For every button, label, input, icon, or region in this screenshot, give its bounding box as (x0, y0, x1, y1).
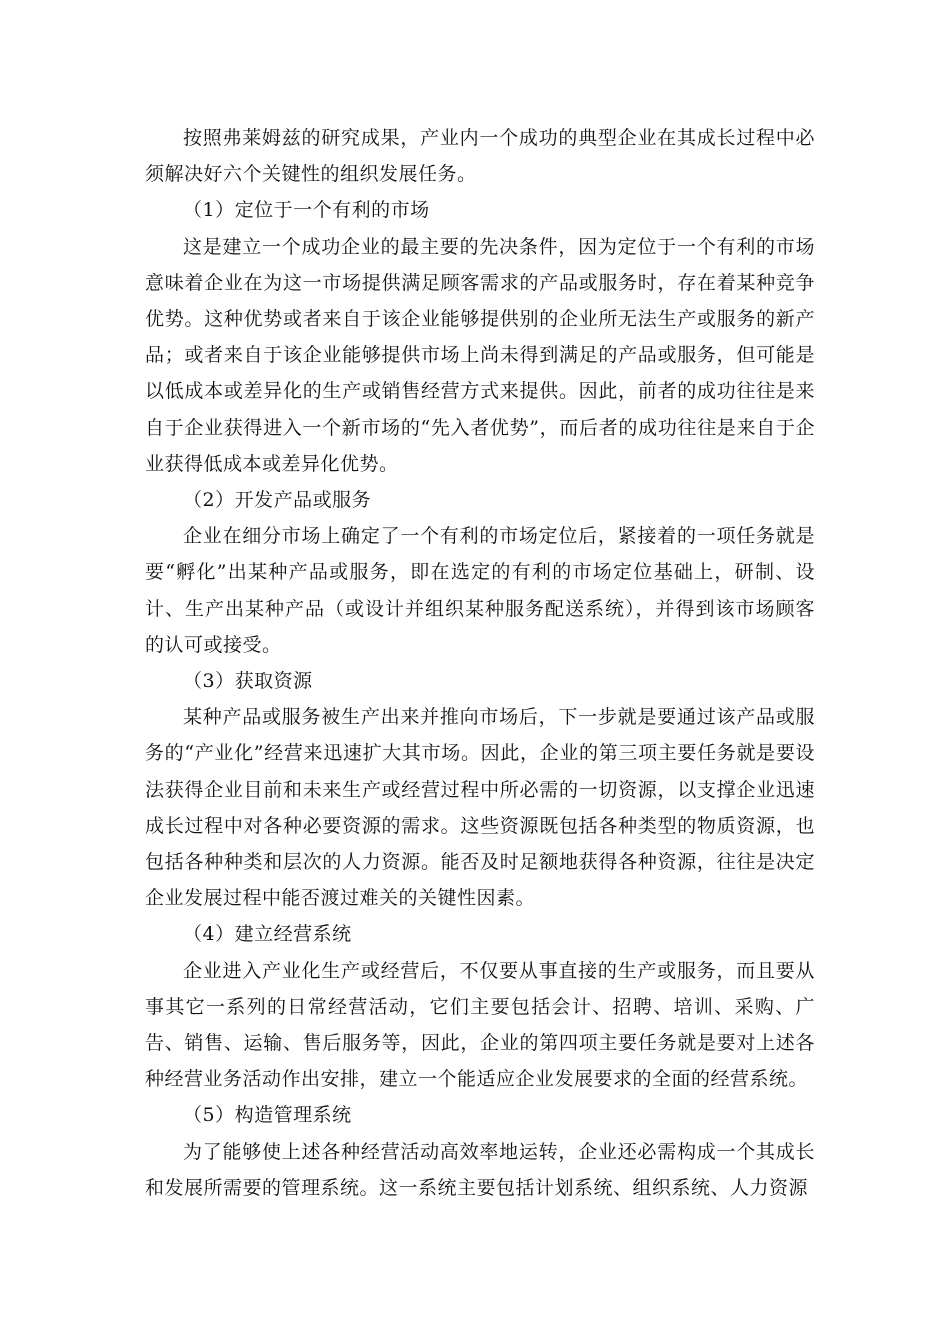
section-heading-2: （2）开发产品或服务 (183, 489, 372, 512)
section-4-paragraph: 企业进入产业化生产或经营后，不仅要从事直接的生产或服务，而且要从事其它一系列的日常经营活动，它们主要包括会计、招聘、培训、采购、广告、销售、运输、售后服务等，因此，企业的第四项主要任务就是要对上述各种经营业务活动作出安排，建立一个能适应企业发展要求的全面的经营系统。 (145, 959, 815, 1091)
section-2-paragraph: 企业在细分市场上确定了一个有利的市场定位后，紧接着的一项任务就是要“孵化”出某种产品或服务，即在选定的有利的市场定位基础上，研制、设计、生产出某种产品（或设计并组织某种服务配送系统），并得到该市场顾客的认可或接受。 (145, 525, 815, 656)
section-heading-4: （4）建立经营系统 (183, 923, 352, 946)
document-body (145, 120, 815, 1206)
section-heading-5: （5）构造管理系统 (183, 1104, 352, 1127)
section-heading-3: （3）获取资源 (183, 670, 313, 693)
section-5-paragraph: 为了能够使上述各种经营活动高效率地运转，企业还必需构成一个其成长和发展所需要的管理系统。这一系统主要包括计划系统、组织系统、人力资源 (145, 1140, 815, 1199)
section-1-paragraph: 这是建立一个成功企业的最主要的先决条件，因为定位于一个有利的市场意味着企业在为这一市场提供满足顾客需求的产品或服务时，存在着某种竞争优势。这种优势或者来自于该企业能够提供别的企业所无法生产或服务的新产品；或者来自于该企业能够提供市场上尚未得到满足的产品或服务，但可能是以低成本或差异化的生产或销售经营方式来提供。因此，前者的成功往往是来自于企业获得进入一个新市场的“先入者优势”，而后者的成功往往是来自于企业获得低成本或差异化优势。 (145, 235, 815, 475)
section-3-paragraph: 某种产品或服务被生产出来并推向市场后，下一步就是要通过该产品或服务的“产业化”经营来迅速扩大其市场。因此，企业的第三项主要任务就是要设法获得企业目前和未来生产或经营过程中所必需的一切资源，以支撑企业迅速成长过程中对各种必要资源的需求。这些资源既包括各种类型的物质资源，也包括各种种类和层次的人力资源。能否及时足额地获得各种资源，往往是决定企业发展过程中能否渡过难关的关键性因素。 (145, 706, 815, 910)
intro-paragraph: 按照弗莱姆兹的研究成果，产业内一个成功的典型企业在其成长过程中必须解决好六个关键性的组织发展任务。 (145, 127, 815, 186)
section-heading-1: （1）定位于一个有利的市场 (183, 199, 430, 222)
